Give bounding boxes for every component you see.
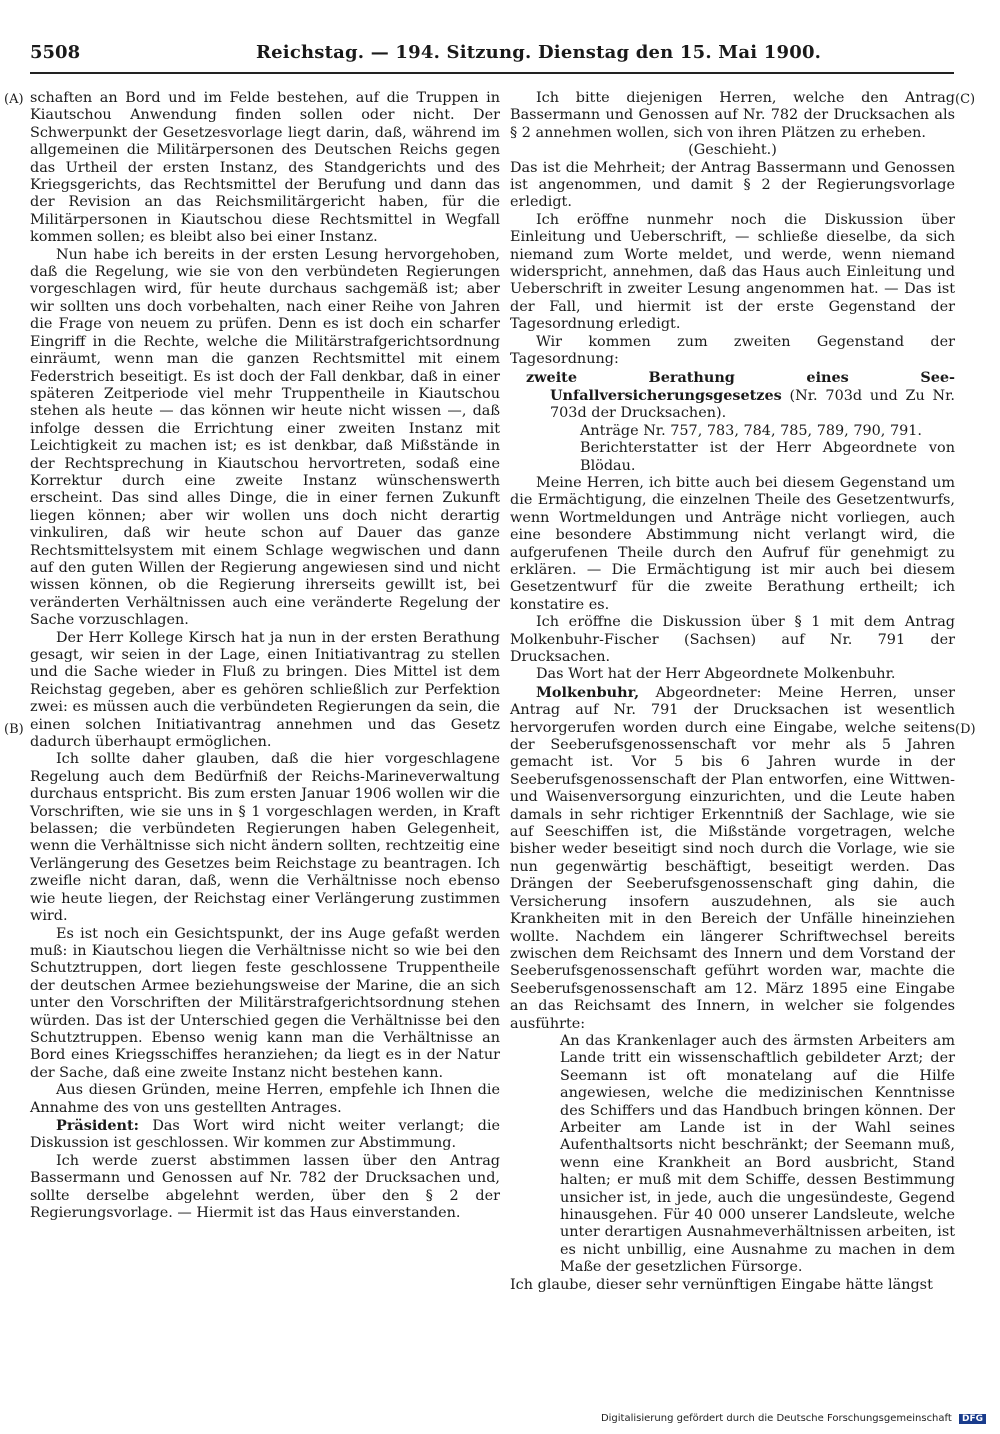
paragraph: Ich glaube, dieser sehr vernünftigen Eingabe hätte längst xyxy=(510,1276,933,1293)
paragraph: schaften an Bord und im Felde bestehen, auf die Truppen in Kiautschou Anwendung finden sollen oder nicht. Der Schwerpunkt der Gesetzesvorlage liegt darin, daß, während im allgemeinen die Militärpersonen des Deutschen Reichs gegen das Urtheil der ersten Instanz, des Standgerichts und des Kriegsgerichts, das Rechtsmittel der Berufung und dann das der Revision an das Reichsmilitärgericht haben, für die Militärpersonen in Kiautschou diese Rechtsmittel in Wegfall kommen sollen; es bleibt also bei einer Instanz. xyxy=(30,90,500,246)
paragraph: Meine Herren, ich bitte auch bei diesem Gegenstand um die Ermächtigung, die einzelnen Theile des Gesetzentwurfs, wenn Wortmeldungen und Anträge nicht vorliegen, auch eine besondere Abstimmung nicht verlangt wird, die aufgerufenen Theile durch den Aufruf für genehmigt zu erklären. — Die Ermächtigung ist mir auch bei diesem Gesetzentwurf für die zweite Berathung ertheilt; ich konstatire es. xyxy=(510,474,955,613)
paragraph: Ich sollte daher glauben, daß die hier vorgeschlagene Regelung auch dem Bedürfniß der Reichs-Marineverwaltung durchaus entspricht. Bis zum ersten Januar 1906 wollen wir die Vorschriften, wie sie uns in § 1 vorgeschlagen werden, in Kraft belassen; die verbündeten Regierungen haben Gelegenheit, wenn die Verhältnisse sich nicht ändern sollten, rechtzeitig eine Verlängerung des Gesetzes beim Reichstage zu beantragen. Ich zweifle nicht daran, daß, wenn die Verhältnisse noch ebenso wie heute liegen, der Reichstag einer Verlängerung zustimmen wird. xyxy=(30,751,500,925)
margin-mark-a: (A) xyxy=(4,92,24,107)
margin-mark-d: (D) xyxy=(955,722,976,737)
margin-mark-c: (C) xyxy=(955,92,976,107)
stage-direction: (Geschieht.) xyxy=(688,142,777,159)
margin-mark-b: (B) xyxy=(4,722,24,737)
left-column xyxy=(30,90,500,1222)
paragraph: Ich werde zuerst abstimmen lassen über den Antrag Bassermann und Genossen auf Nr. 782 der Drucksachen und, sollte derselbe abgelehnt werden, über den § 2 der Regierungsvorlage. — Hiermit ist das Haus einverstanden. xyxy=(30,1152,500,1221)
speaker-name: Präsident: xyxy=(56,1116,139,1134)
paragraph: Das Wort hat der Herr Abgeordnete Molkenbuhr. xyxy=(536,666,896,683)
dfg-logo: DFG xyxy=(959,1414,986,1424)
running-title: Reichstag. — 194. Sitzung. Dienstag den 15. Mai 1900. xyxy=(256,42,822,63)
header-rule xyxy=(30,72,954,74)
page-number: 5508 xyxy=(30,42,81,63)
speech-paragraph xyxy=(510,684,955,1033)
agenda-item-title: zweite Berathung eines See-Unfallversicherungsgesetzes xyxy=(526,368,955,404)
footer-credit xyxy=(601,1413,986,1424)
paragraph: Aus diesen Gründen, meine Herren, empfehle ich Ihnen die Annahme des von uns gestellten Antrages. xyxy=(30,1082,500,1116)
paragraph: Nun habe ich bereits in der ersten Lesung hervorgehoben, daß die Regelung, wie sie von den verbündeten Regierungen vorgeschlagen wird, für heute durchaus sachgemäß ist; aber wir sollten uns doch vorbehalten, nach einer Reihe von Jahren die Frage von neuem zu prüfen. Denn es ist doch ein scharfer Eingriff in die Rechte, welche die Militärstrafgerichtsordnung einräumt, wenn man die ganzen Rechtsmittel mit einem Federstrich beseitigt. Es ist doch der Fall denkbar, daß in einer späteren Zeitperiode viel mehr Truppentheile in Kiautschou stehen als heute — das können wir heute nicht wissen —, daß infolge dessen die Errichtung einer zweiten Instanz mit Leichtigkeit zu machen ist; es ist denkbar, daß Mißstände in der Rechtsprechung in Kiautschou hervortreten, sodaß eine Korrektur durch eine zweite Instanz wünschenswerth erscheint. Das sind alles Dinge, die in einer fernen Zukunft liegen können; aber wir wollen uns doch nicht derartig vinkuliren, daß wir heute schon auf Dauer das ganze Rechtsmittelsystem mit einem Schlage wegwischen und dann auf den guten Willen der Regierung angewiesen sind und nicht wissen können, ob die Regierung ihrerseits gewillt ist, bei veränderten Verhältnissen auch eine veränderte Regelung der Sache vorzuschlagen. xyxy=(30,246,500,629)
paragraph: Ich eröffne nunmehr noch die Diskussion über Einleitung und Ueberschrift, — schließe dieselbe, da sich niemand zum Worte meldet, und werde, wenn niemand widerspricht, annehmen, daß das Haus auch Einleitung und Ueberschrift in zweiter Lesung angenommen hat. — Das ist der Fall, und hiermit ist der erste Gegenstand der Tagesordnung erledigt. xyxy=(510,211,955,333)
quotation: An das Krankenlager auch des ärmsten Arbeiters am Lande tritt ein wissenschaftlich gebildeter Arzt; der Seemann ist oft monatelang auf die Hilfe angewiesen, welche die medizinischen Kenntnisse des Schiffers und das Handbuch bringen können. Der Arbeiter am Lande ist in der Wahl seines Aufenthaltsorts nicht beschränkt; der Seemann muß, wenn eine Krankheit an Bord ausbricht, Stand halten; er muß mit dem Schiffe, dessen Bestimmung unsicher ist, in jede, auch die ungesündeste, Gegend hinausgehen. Für 40 000 unserer Landsleute, welche unter derartigen Ausnahmeverhältnissen arbeiten, ist es nicht unbillig, eine Ausnahme zu machen in dem Maße der gesetzlichen Fürsorge. xyxy=(560,1032,955,1276)
paragraph: Ich eröffne die Diskussion über § 1 mit dem Antrag Molkenbuhr-Fischer (Sachsen) auf Nr. 791 der Drucksachen. xyxy=(510,614,955,665)
paragraph: Der Herr Kollege Kirsch hat ja nun in der ersten Berathung gesagt, wir seien in der Lage, einen Initiativantrag zu stellen und die Sache wieder in Fluß zu bringen. Dies Mittel ist dem Reichstag gegeben, aber es gehören schließlich zur Perfektion zwei: es müssen auch die verbündeten Regierungen da sein, die einen solchen Initiativantrag annehmen und das Gesetz dadurch überhaupt ermöglichen. xyxy=(30,629,500,751)
paragraph: Das ist die Mehrheit; der Antrag Bassermann und Genossen ist angenommen, und damit § 2 der Regierungsvorlage erledigt. xyxy=(510,159,955,211)
speech-paragraph xyxy=(30,1117,500,1153)
speech-text: Abgeordneter: Meine Herren, unser Antrag auf Nr. 791 der Drucksachen ist wesentlich hervorgerufen worden durch eine Eingabe, welche seitens der Seeberufsgenossenschaft vor mehr als 5 Jahren gemacht ist. Vor 5 bis 6 Jahren wurde in der Seeberufsgenossenschaft der Plan entworfen, eine Wittwen- und Waisenversorgung einzurichten, und die Leute haben damals in sehr richtiger Erkenntniß der Sachlage, wie sie auf Seeschiffen ist, die Mißstände vorgetragen, welche bisher weder beseitigt sind noch durch die Vorlage, wie sie nun gegenwärtig beschäftigt, beseitigt werden. Das Drängen der Seeberufsgenossenschaft ging dahin, die Versicherung insofern auszudehnen, als sie auch Krankheiten mit in den Bereich der Unfälle hineinziehen wollte. Nachdem ein längerer Schriftwechsel bereits zwischen dem Reichsamt des Innern und dem Vorstand der Seeberufsgenossenschaft geführt worden war, machte die Seeberufsgenossenschaft am 12. März 1895 eine Eingabe an das Reichsamt des Innern, in welcher sie folgendes ausführte: xyxy=(510,684,955,1032)
agenda-motions: Anträge Nr. 757, 783, 784, 785, 789, 790, 791. xyxy=(580,422,922,439)
agenda-reporter: Berichterstatter ist der Herr Abgeordnete von Blödau. xyxy=(580,440,955,474)
agenda-item-reference: (Nr. 703d und Zu Nr. 703d der Drucksachen). xyxy=(550,387,955,422)
paragraph: Es ist noch ein Gesichtspunkt, der ins Auge gefaßt werden muß: in Kiautschou liegen die Verhältnisse nicht so wie bei den Schutztruppen, dort liegen feste geschlossene Truppentheile der deutschen Armee beziehungsweise der Marine, die an sich unter den Vorschriften der Militärstrafgerichtsordnung stehen würden. Das ist der Unterschied gegen die Verhältnisse bei den Schutztruppen. Ebenso wenig kann man die Verhältnisse an Bord eines Kriegsschiffes heranziehen; da liegt es in der Natur der Sache, daß eine zweite Instanz nicht bestehen kann. xyxy=(30,925,500,1081)
right-column xyxy=(510,90,955,1294)
footer-text: Digitalisierung gefördert durch die Deutsche Forschungsgemeinschaft xyxy=(600,1413,952,1424)
agenda-item xyxy=(510,369,955,423)
speech-text: Das Wort wird nicht weiter verlangt; die Diskussion ist geschlossen. Wir kommen zur Abstimmung. xyxy=(30,1117,500,1152)
page-header xyxy=(30,42,954,68)
speaker-name: Molkenbuhr, xyxy=(536,683,640,701)
paragraph: Ich bitte diejenigen Herren, welche den Antrag Bassermann und Genossen auf Nr. 782 der Drucksachen als § 2 annehmen wollen, sich von ihren Plätzen zu erheben. xyxy=(510,90,955,141)
paragraph: Wir kommen zum zweiten Gegenstand der Tagesordnung: xyxy=(510,333,955,368)
